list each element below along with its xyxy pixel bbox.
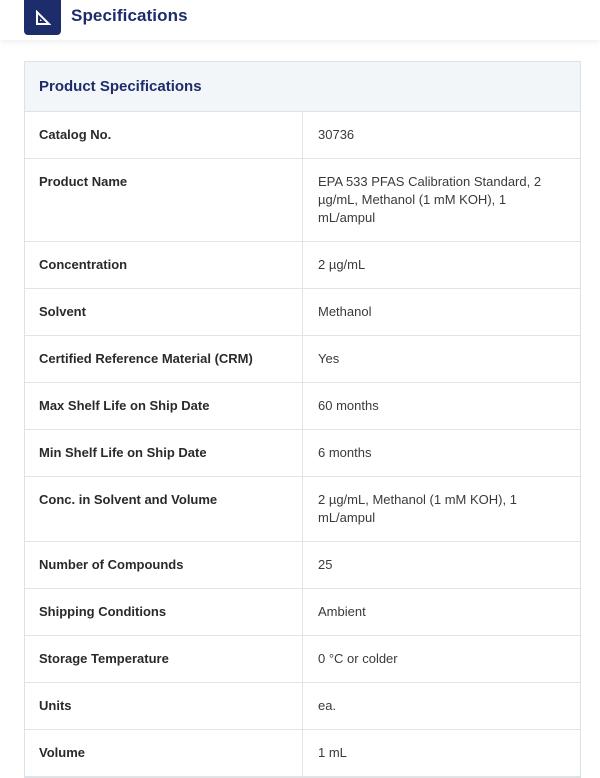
set-square-icon: [24, 0, 61, 35]
table-row: [25, 289, 580, 336]
spec-value: 25: [303, 542, 581, 589]
spec-value: 2 µg/mL, Methanol (1 mM KOH), 1 mL/ampul: [303, 477, 581, 542]
table-row: [25, 430, 580, 477]
spec-value: Yes: [303, 336, 581, 383]
section-title: Specifications: [71, 6, 188, 25]
spec-value: 0 °C or colder: [303, 636, 581, 683]
spec-label: Certified Reference Material (CRM): [25, 336, 303, 383]
spec-value: 1 mL: [303, 730, 581, 777]
spec-value: 6 months: [303, 430, 581, 477]
spec-label: Catalog No.: [25, 112, 303, 159]
table-row: [25, 336, 580, 383]
spec-label: Concentration: [25, 242, 303, 289]
spec-value: EPA 533 PFAS Calibration Standard, 2 µg/mL, Methanol (1 mM KOH), 1 mL/ampul: [303, 159, 581, 242]
spec-label: Conc. in Solvent and Volume: [25, 477, 303, 542]
table-row: [25, 542, 580, 589]
spec-label: Shipping Conditions: [25, 589, 303, 636]
spec-label: Units: [25, 683, 303, 730]
spec-value: Ambient: [303, 589, 581, 636]
spec-value: ea.: [303, 683, 581, 730]
spec-label: Max Shelf Life on Ship Date: [25, 383, 303, 430]
table-row: [25, 730, 580, 777]
spec-label: Volume: [25, 730, 303, 777]
table-row: [25, 242, 580, 289]
spec-label: Product Name: [25, 159, 303, 242]
table-row: [25, 589, 580, 636]
table-row: [25, 477, 580, 542]
spec-label: Min Shelf Life on Ship Date: [25, 430, 303, 477]
table-row: [25, 383, 580, 430]
specifications-table: [25, 112, 580, 777]
table-row: [25, 159, 580, 242]
table-row: [25, 683, 580, 730]
spec-value: Methanol: [303, 289, 581, 336]
spec-label: Number of Compounds: [25, 542, 303, 589]
table-row: [25, 112, 580, 159]
product-specifications-card: [24, 61, 581, 778]
spec-value: 2 µg/mL: [303, 242, 581, 289]
spec-label: Storage Temperature: [25, 636, 303, 683]
spec-label: Solvent: [25, 289, 303, 336]
section-header: [0, 0, 600, 40]
spec-value: 30736: [303, 112, 581, 159]
table-row: [25, 636, 580, 683]
card-title: Product Specifications: [25, 62, 580, 112]
spec-value: 60 months: [303, 383, 581, 430]
